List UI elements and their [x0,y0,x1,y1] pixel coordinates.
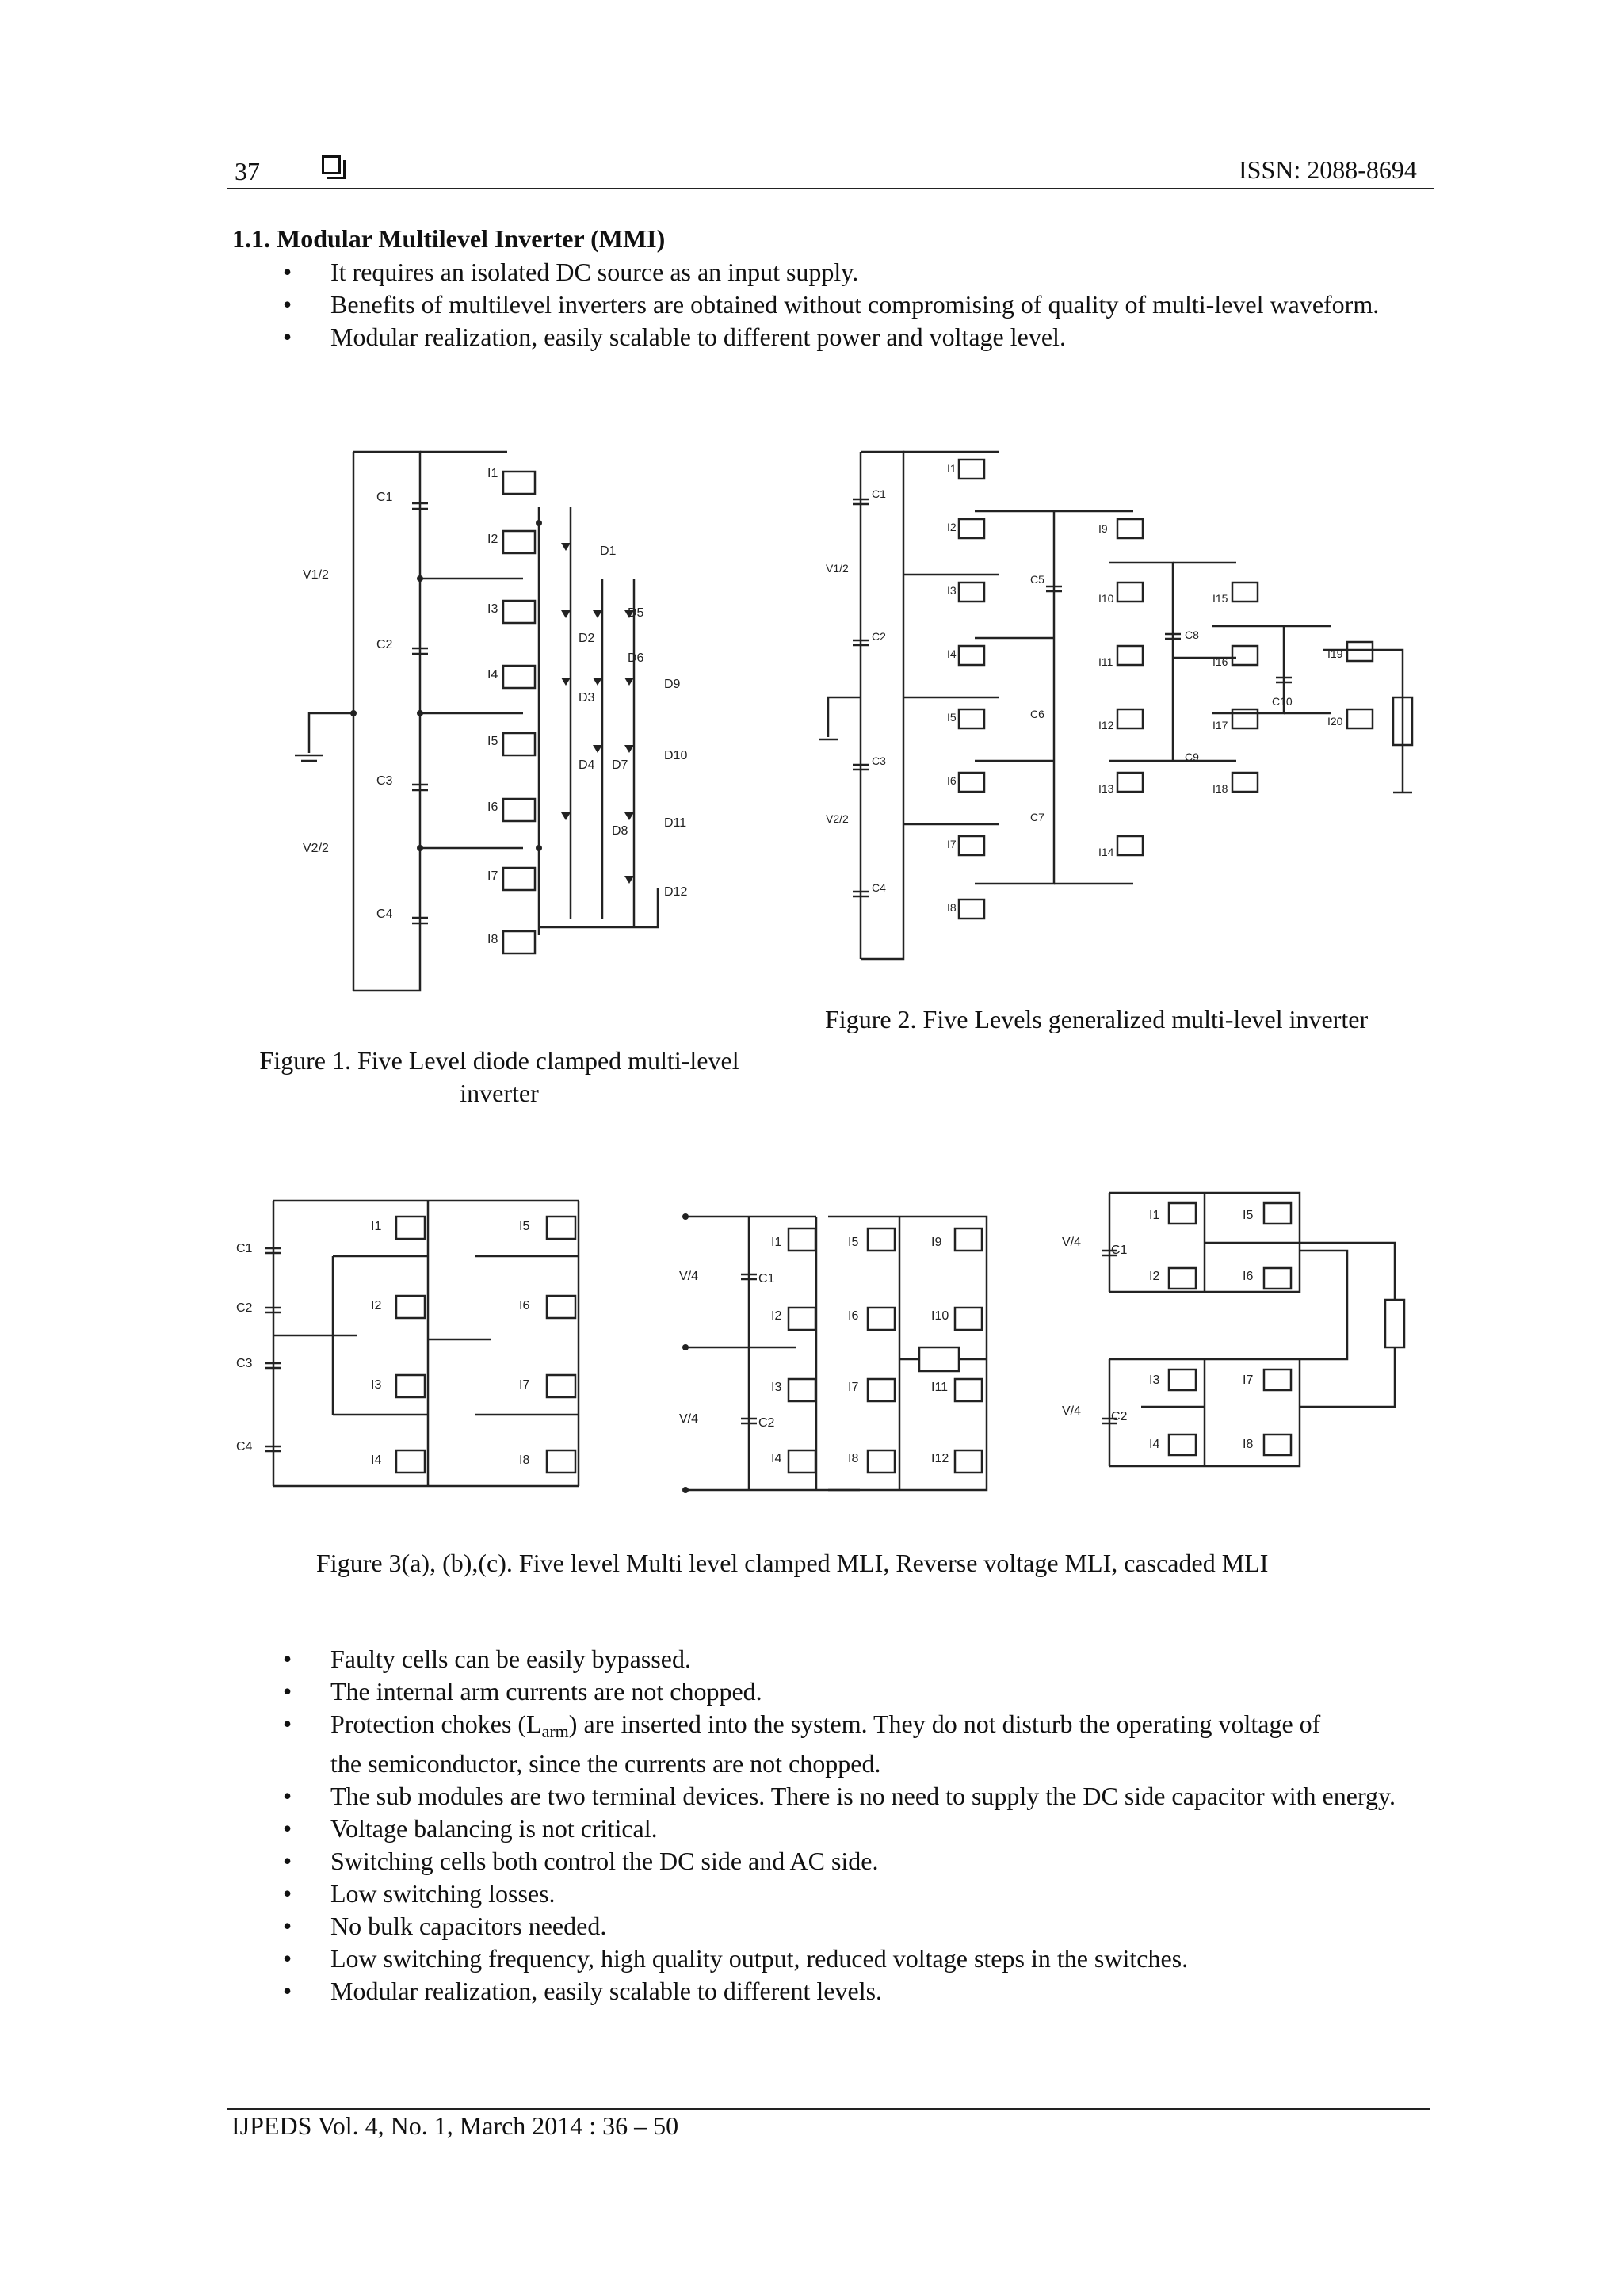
svg-text:I7: I7 [947,838,957,850]
svg-text:I5: I5 [487,735,498,748]
svg-text:I1: I1 [1149,1209,1160,1222]
svg-text:I3: I3 [771,1381,782,1394]
svg-text:I3: I3 [487,602,498,616]
svg-text:I4: I4 [771,1452,782,1465]
svg-text:V/4: V/4 [1062,1236,1082,1249]
svg-text:I7: I7 [487,869,498,883]
list-item: • Faulty cells can be easily bypassed. [283,1645,691,1673]
svg-text:C3: C3 [236,1357,253,1370]
svg-text:I3: I3 [1149,1373,1160,1387]
svg-text:V/4: V/4 [679,1270,699,1283]
svg-text:I6: I6 [519,1299,530,1312]
svg-text:I6: I6 [487,800,498,814]
svg-text:D3: D3 [579,691,595,705]
svg-text:C2: C2 [758,1416,775,1430]
svg-text:C4: C4 [376,907,393,921]
svg-text:I7: I7 [1243,1373,1254,1387]
svg-text:C3: C3 [872,755,886,767]
figure-1-caption: Figure 1. Five Level diode clamped multi-level inverter [259,1046,739,1107]
svg-text:D11: D11 [664,816,687,830]
list-item: • Low switching frequency, high quality output, reduced voltage steps in the switches. [283,1944,1189,1973]
svg-text:V2/2: V2/2 [826,812,849,825]
figure-3b-diagram [670,1189,1018,1506]
svg-text:I4: I4 [371,1454,382,1467]
svg-text:C2: C2 [872,630,886,643]
svg-text:I3: I3 [371,1378,382,1392]
list-item: • Switching cells both control the DC side and AC side. [283,1847,879,1875]
svg-text:I2: I2 [487,533,498,546]
svg-text:I13: I13 [1098,782,1114,795]
svg-text:D6: D6 [628,651,644,665]
svg-text:I9: I9 [1098,522,1108,535]
header-rule [227,188,1434,189]
svg-text:I8: I8 [1243,1438,1254,1451]
svg-text:C8: C8 [1185,628,1199,641]
list-item: • Benefits of multilevel inverters are obtained without compromising of quality of multi-level waveform. [283,290,1380,319]
svg-text:D9: D9 [664,678,681,691]
svg-text:I4: I4 [947,648,957,660]
list-item: • The internal arm currents are not chopped. [283,1677,762,1706]
footer-rule [227,2108,1430,2110]
svg-text:I2: I2 [1149,1270,1160,1283]
svg-text:C9: C9 [1185,751,1199,763]
square-icon [322,155,341,174]
svg-text:I1: I1 [771,1236,782,1249]
svg-text:I1: I1 [487,467,498,480]
figure-3a-diagram [230,1189,594,1506]
svg-text:D12: D12 [664,885,688,899]
svg-text:I14: I14 [1098,846,1114,858]
svg-text:D1: D1 [600,544,617,558]
svg-text:C4: C4 [236,1440,253,1454]
svg-text:I8: I8 [519,1454,530,1467]
list-item: • Modular realization, easily scalable to different power and voltage level. [283,323,1066,351]
issn: ISSN: 2088-8694 [1239,155,1417,184]
svg-text:I15: I15 [1212,592,1228,605]
svg-text:V1/2: V1/2 [826,562,849,575]
page-number: 37 [235,157,260,185]
svg-text:C7: C7 [1030,811,1044,823]
svg-text:I5: I5 [947,711,957,724]
figure-3c-diagram [1062,1181,1411,1498]
svg-text:C4: C4 [872,881,886,894]
svg-text:V2/2: V2/2 [303,842,329,855]
intro-bullet-list [232,256,1430,353]
svg-text:I10: I10 [931,1309,949,1323]
svg-text:C1: C1 [758,1272,775,1286]
svg-text:I10: I10 [1098,592,1114,605]
svg-text:C5: C5 [1030,573,1044,586]
svg-text:D8: D8 [612,824,628,838]
figure-2-caption: Figure 2. Five Levels generalized multi-level inverter [825,1005,1369,1033]
svg-text:I20: I20 [1327,715,1343,728]
svg-text:I1: I1 [371,1220,382,1233]
svg-text:I2: I2 [947,521,957,533]
svg-text:I17: I17 [1212,719,1228,732]
svg-text:C6: C6 [1030,708,1044,720]
svg-text:I5: I5 [1243,1209,1254,1222]
svg-text:C1: C1 [1111,1244,1128,1257]
svg-text:C2: C2 [236,1301,253,1315]
svg-text:I8: I8 [848,1452,859,1465]
svg-text:C3: C3 [376,774,393,788]
svg-text:D7: D7 [612,758,628,772]
svg-text:I6: I6 [947,774,957,787]
svg-text:I2: I2 [371,1299,382,1312]
svg-text:I12: I12 [1098,719,1114,732]
svg-text:C10: C10 [1272,695,1293,708]
list-item: • Modular realization, easily scalable to different levels. [283,1977,883,2005]
svg-text:I5: I5 [519,1220,530,1233]
list-item: • It requires an isolated DC source as an input supply. [283,258,859,286]
svg-text:D4: D4 [579,758,595,772]
svg-text:C2: C2 [1111,1410,1128,1423]
svg-text:D5: D5 [628,606,644,620]
fig1-label: C1 [376,491,393,504]
svg-text:I6: I6 [848,1309,859,1323]
list-item: • Low switching losses. [283,1879,556,1908]
svg-text:I4: I4 [487,668,498,682]
figure-2-diagram [816,444,1434,967]
figure-1-diagram [285,444,697,999]
list-item: • The sub modules are two terminal devices. There is no need to supply the DC side capacitor with energy. [283,1782,1396,1810]
features-bullet-list [232,1643,1430,2008]
svg-text:V/4: V/4 [679,1412,699,1426]
svg-text:I7: I7 [848,1381,859,1394]
svg-text:I12: I12 [931,1452,949,1465]
svg-text:I6: I6 [1243,1270,1254,1283]
list-item: • Protection chokes $(L_{arm})$ are inserted into the system. They do not disturb the operating voltage of the semiconductor, since the currents are not chopped. [283,1710,1321,1778]
svg-text:I3: I3 [947,584,957,597]
svg-text:I5: I5 [848,1236,859,1249]
svg-text:I1: I1 [947,462,957,475]
svg-text:I16: I16 [1212,655,1228,668]
svg-text:I19: I19 [1327,648,1343,660]
svg-text:I8: I8 [487,933,498,946]
figure-3-caption: Figure 3(a), (b),(c). Five level Multi level clamped MLI, Reverse voltage MLI, cascaded MLI [316,1549,1269,1577]
svg-text:I18: I18 [1212,782,1228,795]
svg-text:I8: I8 [947,901,957,914]
footer-citation: IJPEDS Vol. 4, No. 1, March 2014 : 36 – 50 [231,2111,679,2140]
svg-text:I9: I9 [931,1236,942,1249]
svg-text:I2: I2 [771,1309,782,1323]
svg-text:V1/2: V1/2 [303,568,329,582]
svg-text:C1: C1 [236,1242,253,1255]
svg-text:D10: D10 [664,749,688,762]
list-item: • No bulk capacitors needed. [283,1912,607,1940]
svg-text:D2: D2 [579,632,595,645]
svg-text:I11: I11 [931,1381,949,1394]
svg-text:I4: I4 [1149,1438,1160,1451]
svg-text:C1: C1 [872,487,886,500]
svg-text:C2: C2 [376,638,393,651]
section-title: 1.1. Modular Multilevel Inverter (MMI) [232,224,666,253]
svg-text:I7: I7 [519,1378,530,1392]
svg-text:V/4: V/4 [1062,1404,1082,1418]
svg-text:I11: I11 [1098,655,1113,668]
list-item: • Voltage balancing is not critical. [283,1814,658,1843]
